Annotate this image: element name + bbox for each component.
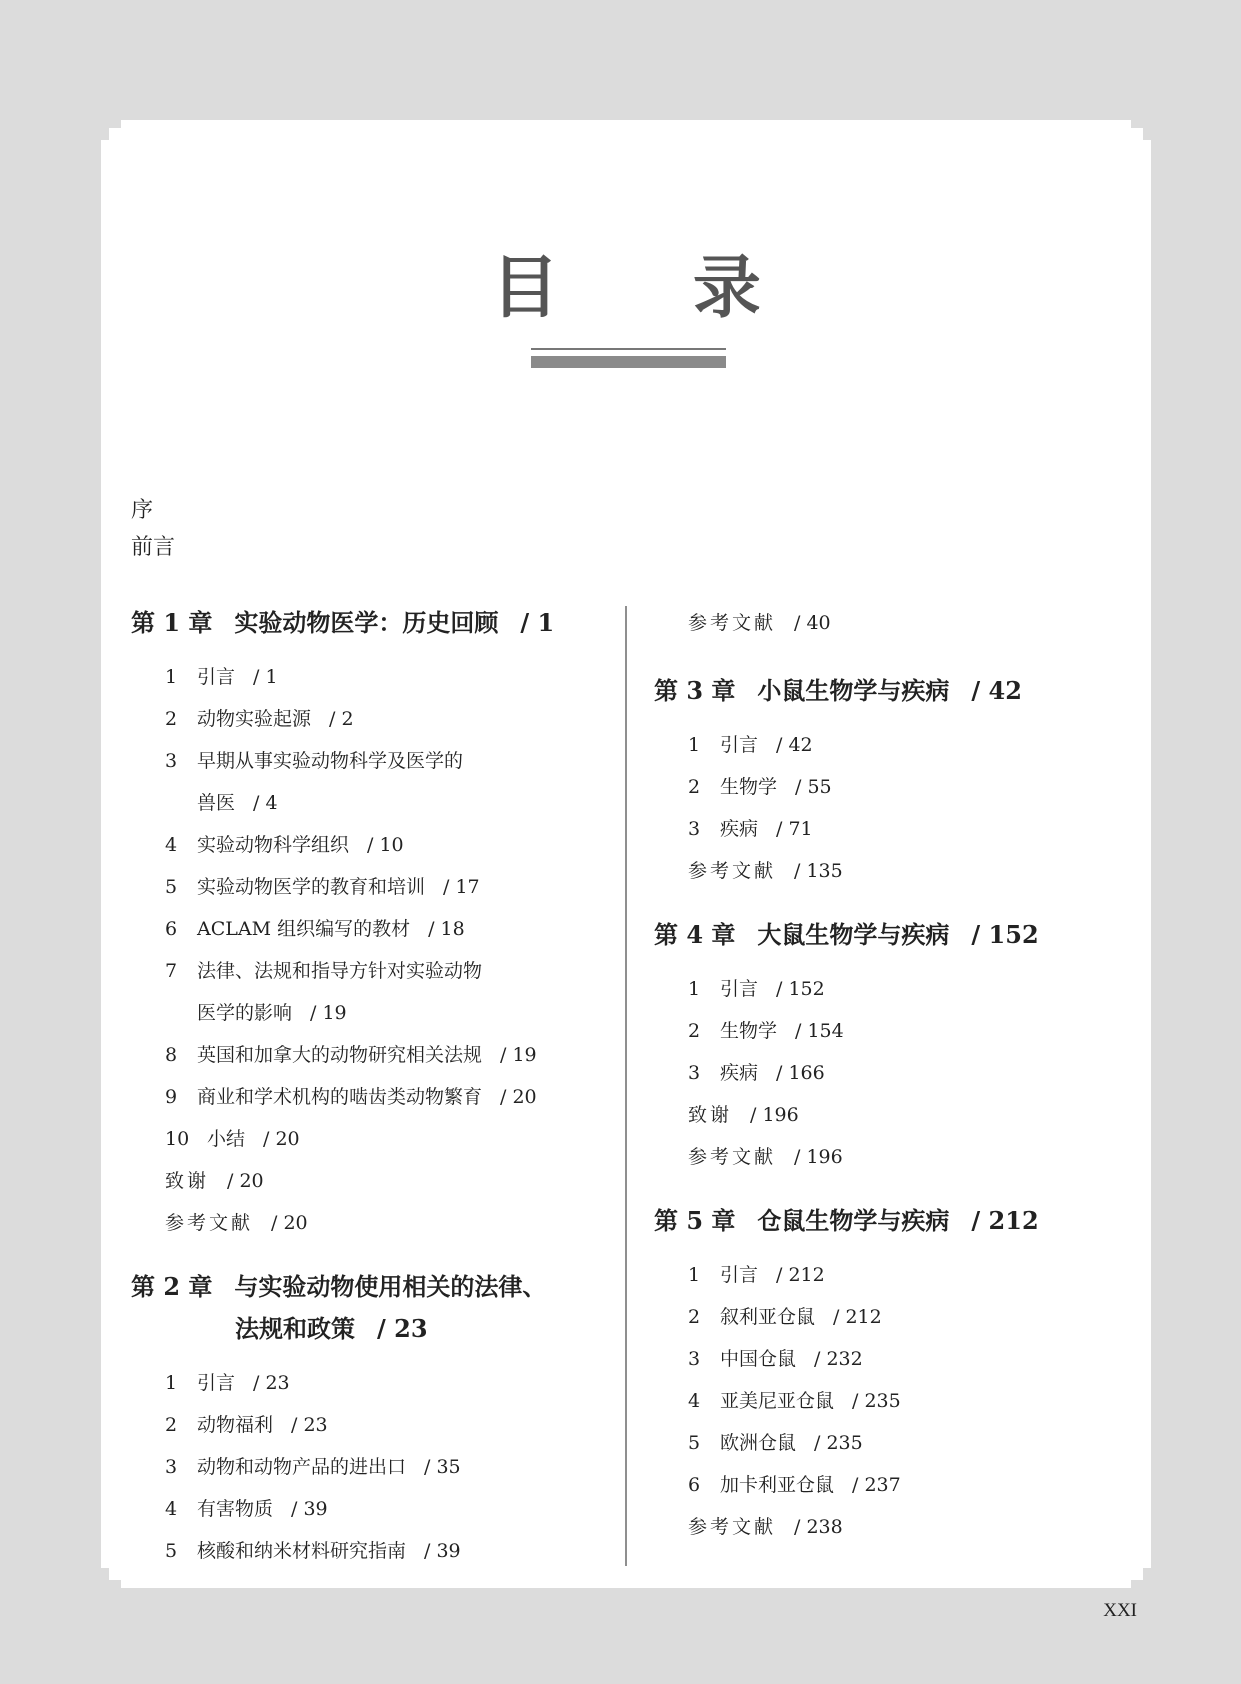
chapter-page: / 23	[377, 1314, 428, 1343]
entry-number: 6	[165, 918, 178, 940]
entry-number: 1	[165, 1372, 178, 1394]
entry-page: / 212	[833, 1306, 882, 1328]
toc-entry[interactable]	[654, 850, 1124, 892]
entry-page: / 17	[443, 876, 480, 898]
chapter-title: 仓鼠生物学与疾病	[757, 1206, 950, 1235]
entry-number: 2	[688, 1306, 701, 1328]
entry-page: / 4	[253, 792, 278, 814]
toc-entry[interactable]	[131, 1202, 621, 1244]
entry-page: / 20	[263, 1128, 300, 1150]
toc-entry[interactable]	[131, 1118, 621, 1160]
entry-page: / 235	[852, 1390, 901, 1412]
toc-column-left	[131, 602, 621, 1572]
entry-page: / 135	[794, 860, 843, 882]
toc-entry[interactable]	[131, 1488, 621, 1530]
title-rule-thick	[531, 356, 726, 368]
toc-entry[interactable]	[131, 866, 621, 908]
entry-title: 参考文献	[688, 1516, 777, 1538]
toc-entry[interactable]	[654, 808, 1124, 850]
entry-title: 引言	[197, 666, 236, 688]
toc-entry[interactable]	[131, 698, 621, 740]
entry-number: 5	[165, 876, 178, 898]
entry-number: 8	[165, 1044, 178, 1066]
chapter-title-continued: 法规和政策	[235, 1314, 355, 1343]
entry-page: / 232	[814, 1348, 863, 1370]
entry-title: 引言	[197, 1372, 236, 1394]
chapter-heading[interactable]	[654, 914, 1124, 956]
chapter-heading[interactable]	[131, 602, 621, 644]
entry-title: 参考文献	[688, 612, 777, 634]
entry-number: 5	[688, 1432, 701, 1454]
entry-number: 10	[165, 1128, 190, 1150]
entry-title: 参考文献	[688, 860, 777, 882]
entry-page: / 23	[291, 1414, 328, 1436]
toc-entry[interactable]	[131, 1160, 621, 1202]
entry-title: 法律、法规和指导方针对实验动物	[197, 960, 483, 982]
entry-number: 3	[688, 818, 701, 840]
chapter-title: 实验动物医学：历史回顾	[234, 608, 499, 637]
toc-page	[101, 120, 1151, 1588]
entry-title: 英国和加拿大的动物研究相关法规	[197, 1044, 483, 1066]
entry-page: / 39	[291, 1498, 328, 1520]
entry-title: 欧洲仓鼠	[720, 1432, 797, 1454]
entry-title: 参考文献	[165, 1212, 254, 1234]
entry-number: 1	[688, 1264, 701, 1286]
corner-notch	[109, 120, 121, 128]
entry-page: / 42	[776, 734, 813, 756]
toc-entry[interactable]	[131, 1404, 621, 1446]
entry-title: 致谢	[688, 1104, 733, 1126]
entry-page: / 20	[227, 1170, 264, 1192]
toc-entry[interactable]	[131, 656, 621, 698]
entry-page: / 19	[310, 1002, 347, 1024]
entry-title: 疾病	[720, 818, 759, 840]
toc-entry[interactable]	[654, 968, 1124, 1010]
toc-entry[interactable]	[131, 740, 621, 824]
toc-entry[interactable]	[654, 1052, 1124, 1094]
toc-entry[interactable]	[131, 1076, 621, 1118]
entry-title: 生物学	[720, 1020, 778, 1042]
corner-notch	[109, 1580, 121, 1588]
entry-page: / 235	[814, 1432, 863, 1454]
entry-page: / 19	[500, 1044, 537, 1066]
entry-title: 引言	[720, 978, 759, 1000]
entry-page: / 1	[253, 666, 278, 688]
toc-entry[interactable]	[654, 1338, 1124, 1380]
entry-title: 加卡利亚仓鼠	[720, 1474, 835, 1496]
entry-title: 实验动物医学的教育和培训	[197, 876, 426, 898]
entry-page: / 10	[367, 834, 404, 856]
toc-entry[interactable]	[131, 1446, 621, 1488]
toc-entry[interactable]	[654, 1506, 1124, 1548]
front-matter-foreword[interactable]: 前言	[131, 535, 176, 560]
entry-title: 参考文献	[688, 1146, 777, 1168]
entry-title: 引言	[720, 1264, 759, 1286]
entry-title: 引言	[720, 734, 759, 756]
toc-entry[interactable]	[654, 1094, 1124, 1136]
entry-title: 亚美尼亚仓鼠	[720, 1390, 835, 1412]
toc-entry[interactable]	[654, 1254, 1124, 1296]
entry-title: 叙利亚仓鼠	[720, 1306, 816, 1328]
entry-page: / 154	[795, 1020, 844, 1042]
toc-entry[interactable]	[131, 908, 621, 950]
entry-title-continued: 兽医	[197, 792, 236, 814]
chapter-title: 小鼠生物学与疾病	[757, 676, 950, 705]
entry-page: / 55	[795, 776, 832, 798]
entry-page: / 166	[776, 1062, 825, 1084]
toc-entry[interactable]	[131, 950, 621, 1034]
entry-number: 3	[688, 1062, 701, 1084]
chapter-entries	[131, 656, 621, 1244]
toc-entry[interactable]	[654, 1464, 1124, 1506]
corner-notch	[1143, 120, 1151, 140]
toc-entry[interactable]	[654, 1010, 1124, 1052]
entry-page: / 35	[424, 1456, 461, 1478]
entry-page: / 39	[424, 1540, 461, 1562]
entry-number: 6	[688, 1474, 701, 1496]
chapter-entries-continued	[654, 602, 1124, 644]
entry-page: / 18	[428, 918, 465, 940]
corner-notch	[1143, 1568, 1151, 1588]
entry-number: 2	[165, 1414, 178, 1436]
entry-title: 生物学	[720, 776, 778, 798]
entry-number: 2	[688, 776, 701, 798]
entry-title: 小结	[207, 1128, 246, 1150]
entry-title: 中国仓鼠	[720, 1348, 797, 1370]
chapter-page: / 212	[971, 1206, 1039, 1235]
chapter-heading[interactable]	[654, 670, 1124, 712]
chapter-entries	[654, 724, 1124, 892]
entry-title: 动物福利	[197, 1414, 274, 1436]
front-matter-preface[interactable]: 序	[131, 498, 154, 523]
entry-number: 2	[688, 1020, 701, 1042]
entry-number: 4	[165, 1498, 178, 1520]
entry-title: 核酸和纳米材料研究指南	[197, 1540, 407, 1562]
chapter-entries	[131, 1362, 621, 1572]
toc-entry[interactable]	[131, 1034, 621, 1076]
entry-page: / 212	[776, 1264, 825, 1286]
toc-entry[interactable]	[654, 1136, 1124, 1178]
corner-notch	[101, 1568, 109, 1588]
corner-notch	[1131, 1580, 1143, 1588]
chapter-number: 第 4 章	[654, 920, 736, 949]
toc-entry[interactable]	[131, 1362, 621, 1404]
page-title: 目 录	[491, 249, 816, 328]
title-rule-thin	[531, 348, 726, 350]
toc-column-right	[654, 602, 1124, 1548]
chapter-number: 第 2 章	[131, 1272, 213, 1301]
chapter-title: 大鼠生物学与疾病	[757, 920, 950, 949]
entry-page: / 20	[500, 1086, 537, 1108]
chapter-entries	[654, 968, 1124, 1178]
entry-number: 4	[165, 834, 178, 856]
entry-page: / 196	[794, 1146, 843, 1168]
entry-title-continued: 医学的影响	[197, 1002, 293, 1024]
entry-number: 1	[688, 978, 701, 1000]
toc-entry[interactable]	[654, 724, 1124, 766]
entry-page: / 238	[794, 1516, 843, 1538]
chapter-number: 第 3 章	[654, 676, 736, 705]
entry-number: 7	[165, 960, 178, 982]
entry-title: 动物实验起源	[197, 708, 312, 730]
toc-entry[interactable]	[131, 824, 621, 866]
corner-notch	[1131, 120, 1143, 128]
entry-page: / 2	[329, 708, 354, 730]
entry-page: / 152	[776, 978, 825, 1000]
entry-title: 动物和动物产品的进出口	[197, 1456, 407, 1478]
entry-page: / 20	[271, 1212, 308, 1234]
toc-entry[interactable]	[654, 766, 1124, 808]
entry-number: 1	[688, 734, 701, 756]
toc-entry[interactable]	[131, 1530, 621, 1572]
chapter-heading[interactable]	[131, 1266, 621, 1350]
entry-title: 疾病	[720, 1062, 759, 1084]
entry-number: 5	[165, 1540, 178, 1562]
chapter-number: 第 1 章	[131, 608, 213, 637]
toc-entry[interactable]	[654, 602, 1124, 644]
toc-entry[interactable]	[654, 1380, 1124, 1422]
entry-page: / 71	[776, 818, 813, 840]
chapter-page: / 42	[971, 676, 1022, 705]
entry-page: / 196	[750, 1104, 799, 1126]
entry-page: / 23	[253, 1372, 290, 1394]
chapter-number: 第 5 章	[654, 1206, 736, 1235]
entry-title: 致谢	[165, 1170, 210, 1192]
entry-number: 3	[165, 1456, 178, 1478]
entry-number: 1	[165, 666, 178, 688]
chapter-title: 与实验动物使用相关的法律、	[234, 1272, 547, 1301]
column-divider	[625, 606, 627, 1566]
entry-number: 9	[165, 1086, 178, 1108]
entry-page: / 237	[852, 1474, 901, 1496]
entry-title: 早期从事实验动物科学及医学的	[197, 750, 464, 772]
entry-page: / 40	[794, 612, 831, 634]
entry-number: 3	[165, 750, 178, 772]
entry-title: 商业和学术机构的啮齿类动物繁育	[197, 1086, 483, 1108]
entry-number: 2	[165, 708, 178, 730]
entry-number: 4	[688, 1390, 701, 1412]
entry-number: 3	[688, 1348, 701, 1370]
entry-title: ACLAM 组织编写的教材	[197, 918, 411, 940]
chapter-page: / 1	[520, 608, 555, 637]
chapter-heading[interactable]	[654, 1200, 1124, 1242]
chapter-page: / 152	[971, 920, 1039, 949]
entry-title: 实验动物科学组织	[197, 834, 350, 856]
entry-title: 有害物质	[197, 1498, 274, 1520]
corner-notch	[101, 120, 109, 140]
chapter-entries	[654, 1254, 1124, 1548]
page-number: XXI	[1103, 1600, 1137, 1621]
toc-entry[interactable]	[654, 1422, 1124, 1464]
toc-entry[interactable]	[654, 1296, 1124, 1338]
